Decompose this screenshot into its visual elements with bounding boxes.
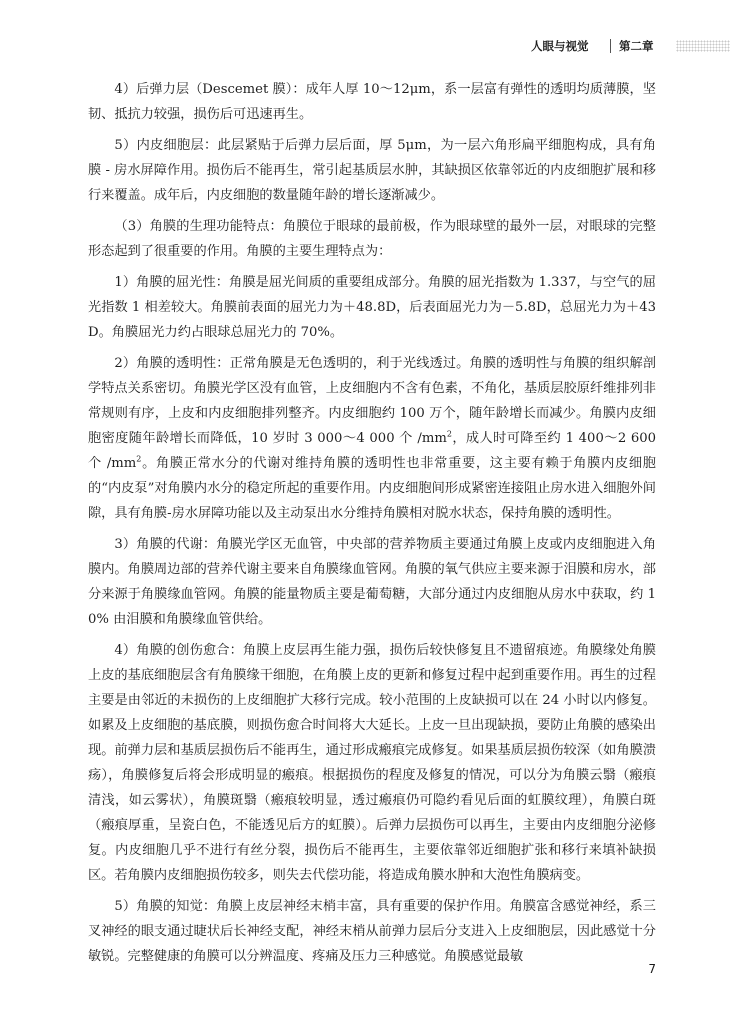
- body-text: [88, 77, 656, 975]
- paragraph-physiology-intro: [88, 214, 656, 264]
- text-run: 5）内皮细胞层：此层紧贴于后弹力层后面，厚 5μm，为一层六角形扁平细胞构成，具有角膜 - 房水屏障作用。损伤后不能再生，常引起基质层水肿，其缺损区依靠邻近的内皮细胞扩展和移行来覆盖。成年后，内皮细胞的数量随年龄的增长逐渐减少。: [88, 138, 656, 203]
- header-divider: [610, 39, 611, 53]
- text-run: 2）角膜的透明性：正常角膜是无色透明的，利于光线透过。角膜的透明性与角膜的组织解剖学特点关系密切。角膜光学区没有血管，上皮细胞内不含有色素，不角化，基质层胶原纤维排列非常规则有序，上皮和内皮细胞排列整齐。内皮细胞约 100 万个，随年龄增长而减少。角膜内皮细胞密度随年龄增长而降低，10 岁时 3 000～4 000 个 /mm: [88, 356, 656, 446]
- paragraph-transparency: [88, 351, 656, 526]
- running-header: [0, 36, 730, 56]
- text-run: 1）角膜的屈光性：角膜是屈光间质的重要组成部分。角膜的屈光指数为 1.337，与空气的屈光指数 1 相差较大。角膜前表面的屈光力为＋48.8D，后表面屈光力为－5.8D，总屈光力为＋43D。角膜屈光力约占眼球总屈光力的 70%。: [88, 275, 656, 340]
- book-title: 人眼与视觉: [531, 39, 589, 53]
- paragraph-refraction: [88, 270, 656, 345]
- paragraph-endothelial-layer: [88, 133, 656, 208]
- text-run: 4）后弹力层（Descemet 膜）：成年人厚 10～12μm，系一层富有弹性的透明均质薄膜，坚韧、抵抗力较强，损伤后可迅速再生。: [88, 82, 656, 122]
- paragraph-metabolism: [88, 532, 656, 632]
- paragraph-wound-healing: [88, 638, 656, 888]
- superscript: 2: [136, 454, 142, 464]
- paragraph-sensation: [88, 894, 656, 969]
- paragraph-descemet-membrane: [88, 77, 656, 127]
- page-number: 7: [648, 962, 656, 976]
- chapter-label: 第二章: [619, 39, 654, 53]
- text-run: 3）角膜的代谢：角膜光学区无血管，中央部的营养物质主要通过角膜上皮或内皮细胞进入角膜内。角膜周边部的营养代谢主要来自角膜缘血管网。角膜的氧气供应主要来源于泪膜和房水，部分来源于角膜缘血管网。角膜的能量物质主要是葡萄糖，大部分通过内皮细胞从房水中获取，约 10% 由泪膜和角膜缘血管供给。: [88, 537, 656, 627]
- text-run: （3）角膜的生理功能特点：角膜位于眼球的最前极，作为眼球壁的最外一层，对眼球的完整形态起到了很重要的作用。角膜的主要生理特点为：: [88, 219, 656, 259]
- text-run: ，成人时可降至约 1 400～2 600 个 /mm: [88, 431, 656, 471]
- text-run: 5）角膜的知觉：角膜上皮层神经末梢丰富，具有重要的保护作用。角膜富含感觉神经，系三叉神经的眼支通过睫状后长神经支配，神经末梢从前弹力层后分支进入上皮细胞层，因此感觉十分敏锐。完整健康的角膜可以分辨温度、疼痛及压力三种感觉。角膜感觉最敏: [88, 899, 656, 964]
- header-dot-pattern: [676, 40, 730, 52]
- superscript: 2: [446, 429, 452, 439]
- text-run: 4）角膜的创伤愈合：角膜上皮层再生能力强，损伤后较快修复且不遗留痕迹。角膜缘处角膜上皮的基底细胞层含有角膜缘干细胞，在角膜上皮的更新和修复过程中起到重要作用。再生的过程主要是由邻近的未损伤的上皮细胞扩大移行完成。较小范围的上皮缺损可以在 24 小时以内修复。如累及上皮细胞的基底膜，则损伤愈合时间将大大延长。上皮一旦出现缺损，要防止角膜的感染出现。前弹力层和基质层损伤后不能再生，通过形成瘢痕完成修复。如果基质层损伤较深（如角膜溃疡），角膜修复后将会形成明显的瘢痕。根据损伤的程度及修复的情况，可以分为角膜云翳（瘢痕清浅，如云雾状），角膜斑翳（瘢痕较明显，透过瘢痕仍可隐约看见后面的虹膜纹理），角膜白斑（瘢痕厚重，呈瓷白色，不能透见后方的虹膜）。后弹力层损伤可以再生，主要由内皮细胞分泌修复。内皮细胞几乎不进行有丝分裂，损伤后不能再生，主要依靠邻近细胞扩张和移行来填补缺损区。若角膜内皮细胞损伤较多，则失去代偿功能，将造成角膜水肿和大泡性角膜病变。: [88, 643, 656, 883]
- text-run: 。角膜正常水分的代谢对维持角膜的透明性也非常重要，这主要有赖于角膜内皮细胞的“内皮泵”对角膜内水分的稳定所起的重要作用。内皮细胞间形成紧密连接阻止房水进入细胞外间隙，具有角膜-房水屏障功能以及主动泵出水分维持角膜相对脱水状态，保持角膜的透明性。: [88, 456, 656, 521]
